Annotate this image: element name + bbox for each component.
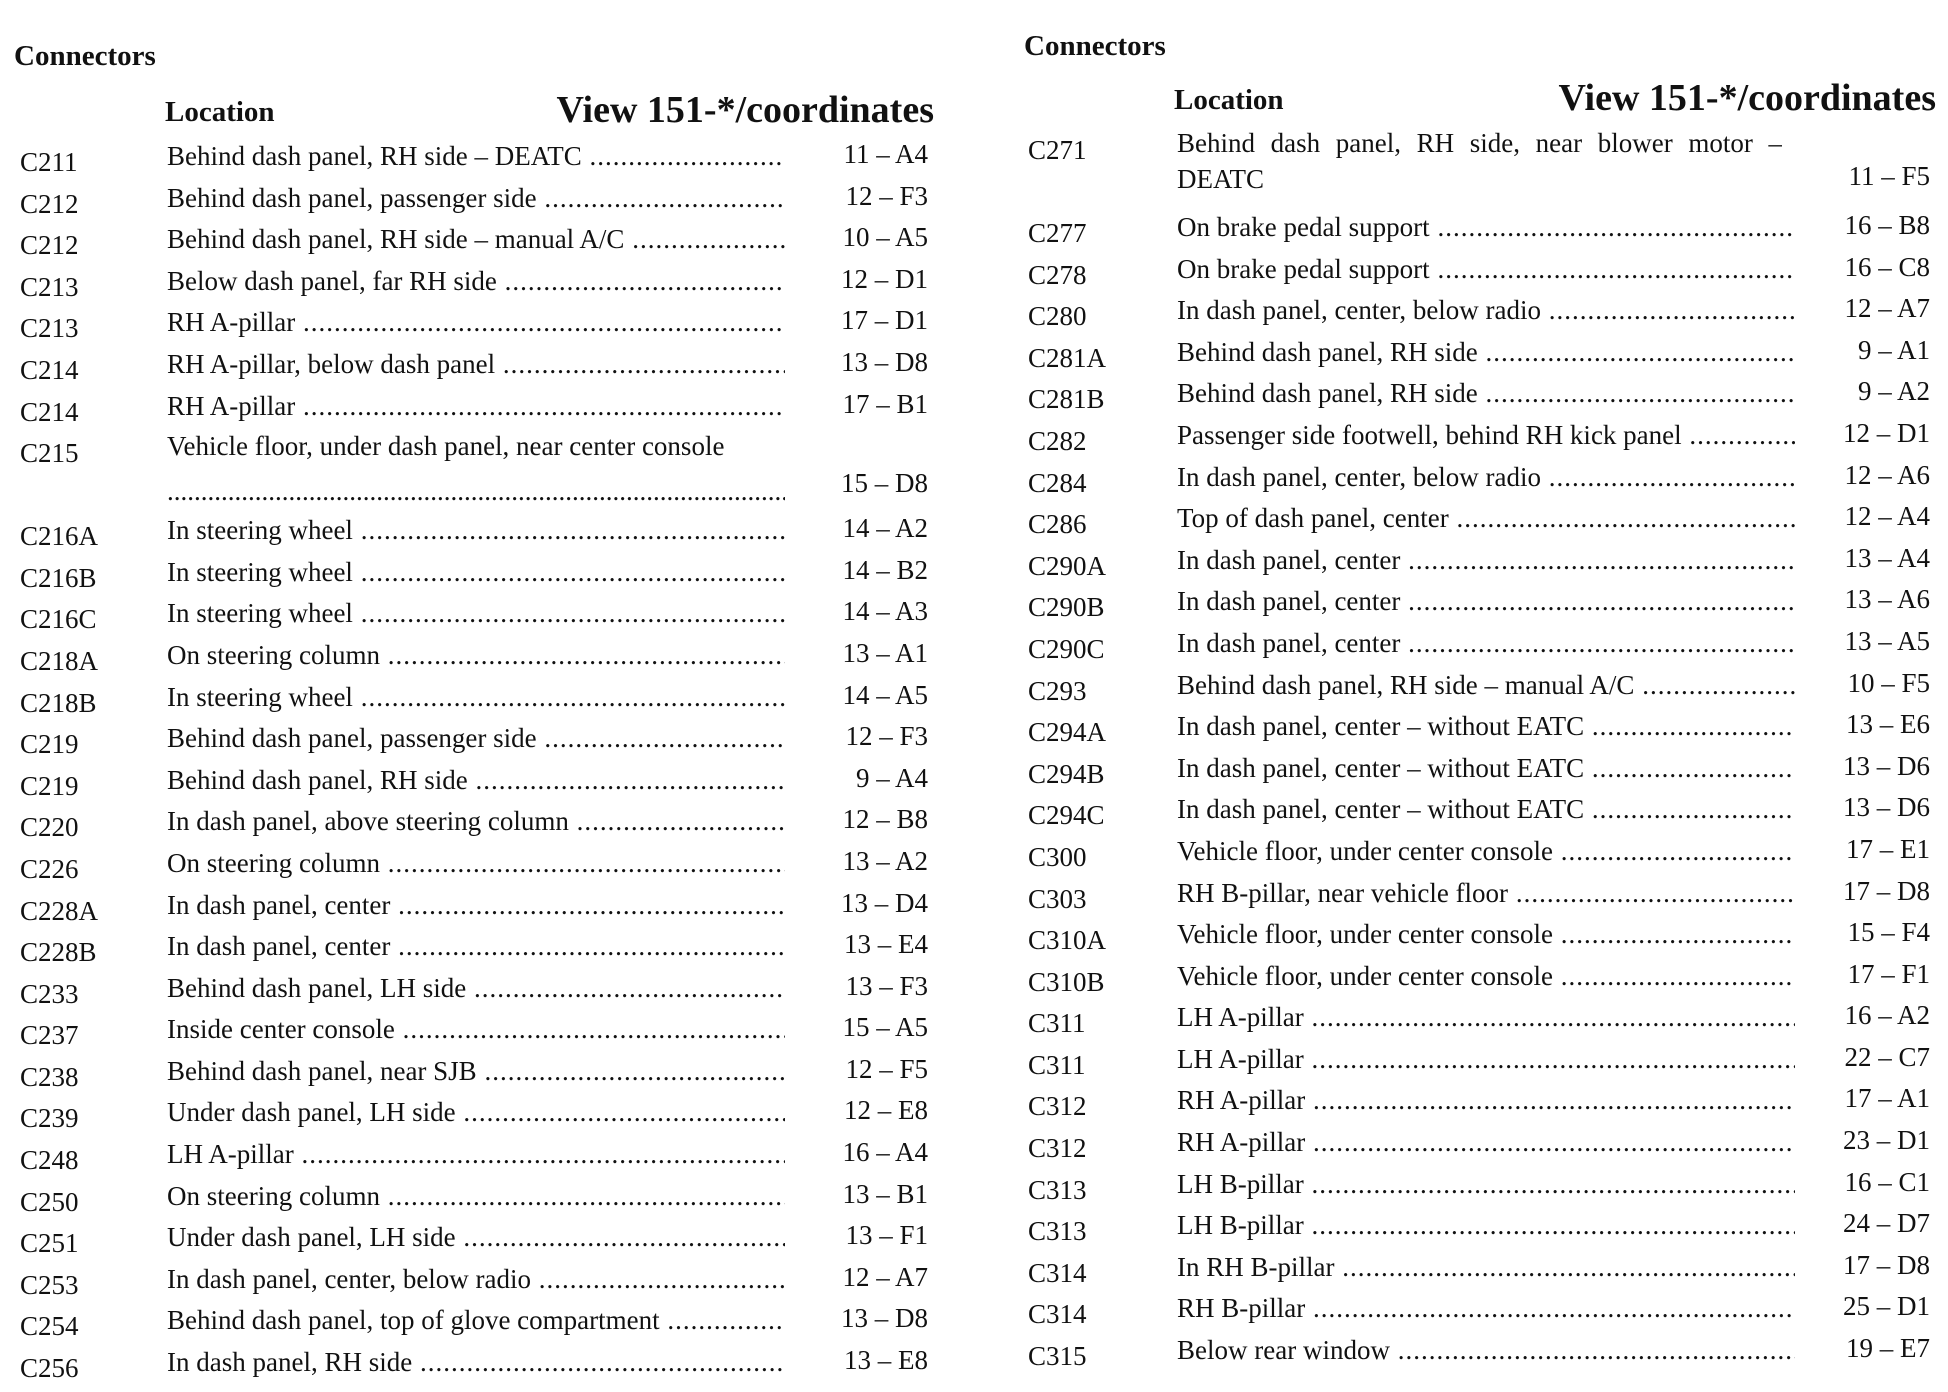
view-coordinate: 11 – F5 <box>1848 161 1930 191</box>
view-coordinate: 9 – A4 <box>855 762 928 793</box>
connector-row <box>14 594 934 636</box>
connector-id: C251 <box>20 1228 79 1259</box>
connector-id: C220 <box>20 812 79 843</box>
view-coordinate: 13 – D6 <box>1843 792 1930 823</box>
connector-id: C300 <box>1028 841 1087 872</box>
connector-location: On steering column ..... <box>167 844 785 882</box>
connector-id: C313 <box>1028 1216 1087 1247</box>
connector-location: In dash panel, center ..... <box>1177 582 1795 620</box>
connector-id: C226 <box>20 853 79 884</box>
connector-row <box>14 345 934 387</box>
view-coordinate: 9 – A1 <box>1857 334 1930 365</box>
connector-id: C311 <box>1028 1008 1086 1039</box>
connector-row <box>1022 125 1936 208</box>
connector-row <box>1022 1206 1936 1248</box>
view-coordinates-column-header: View 151-*/coordinates <box>1558 77 1936 119</box>
view-coordinate: 22 – C7 <box>1844 1041 1930 1072</box>
view-coordinate: 14 – A5 <box>842 679 928 710</box>
connector-row <box>14 1260 934 1302</box>
view-coordinate: 17 – D8 <box>1843 1249 1930 1280</box>
connector-location: In steering wheel ..... <box>167 594 785 632</box>
connector-location: On steering column ..... <box>167 1177 785 1215</box>
connector-id: C218B <box>20 687 97 718</box>
view-coordinate: 25 – D1 <box>1843 1291 1930 1322</box>
connector-row <box>14 387 934 429</box>
connector-row <box>1022 250 1936 292</box>
connector-row <box>1022 208 1936 250</box>
connector-location: Vehicle floor, under dash panel, near center console <box>167 431 725 462</box>
view-coordinate: 15 – D8 <box>841 468 928 499</box>
connector-row <box>14 886 934 928</box>
connector-row <box>14 1343 934 1385</box>
connector-location: Below rear window ..... <box>1177 1331 1795 1369</box>
connector-id: C286 <box>1028 509 1087 540</box>
connector-row <box>1022 1123 1936 1165</box>
connector-location: RH A-pillar ..... <box>167 303 785 341</box>
view-coordinate: 24 – D7 <box>1843 1208 1930 1239</box>
connector-location: In steering wheel ..... <box>167 553 785 591</box>
connector-row <box>14 1052 934 1094</box>
connector-location: Vehicle floor, under center console ..... <box>1177 915 1795 953</box>
connector-row <box>1022 915 1936 957</box>
view-coordinate: 13 – D8 <box>841 1303 928 1334</box>
view-coordinate: 16 – A4 <box>842 1137 928 1168</box>
connector-row <box>1022 1040 1936 1082</box>
connector-location: Behind dash panel, LH side ..... <box>167 969 785 1007</box>
connector-location: RH B-pillar ..... <box>1177 1289 1795 1327</box>
connector-row <box>1022 541 1936 583</box>
view-coordinate: 17 – D1 <box>841 305 928 336</box>
connector-id: C303 <box>1028 883 1087 914</box>
view-coordinate: 13 – D4 <box>841 887 928 918</box>
view-coordinate: 12 – A6 <box>1844 459 1930 490</box>
connector-id: C311 <box>1028 1049 1086 1080</box>
location-column-header: Location <box>1174 84 1284 116</box>
connector-location: RH A-pillar ..... <box>167 387 785 425</box>
connector-id: C213 <box>20 271 79 302</box>
connector-row <box>14 1093 934 1135</box>
connector-location: In steering wheel ..... <box>167 678 785 716</box>
view-coordinate: 12 – D1 <box>1843 417 1930 448</box>
connector-id: C219 <box>20 729 79 760</box>
connector-id: C281B <box>1028 384 1105 415</box>
connector-row <box>14 303 934 345</box>
connector-row <box>1022 666 1936 708</box>
connector-row <box>14 844 934 886</box>
view-coordinate: 17 – B1 <box>842 388 928 419</box>
connector-row <box>1022 1165 1936 1207</box>
view-coordinate: 12 – F3 <box>845 721 928 752</box>
connector-location: Behind dash panel, RH side ..... <box>167 761 785 799</box>
connector-location: LH A-pillar ..... <box>1177 1040 1795 1078</box>
connector-id: C239 <box>20 1103 79 1134</box>
connector-row <box>1022 832 1936 874</box>
connector-row <box>14 137 934 179</box>
leader-dots <box>167 472 785 510</box>
connector-location: LH A-pillar ..... <box>1177 998 1795 1036</box>
view-coordinate: 12 – F5 <box>845 1053 928 1084</box>
connector-location: On brake pedal support ..... <box>1177 250 1795 288</box>
connector-location: In dash panel, RH side ..... <box>167 1343 785 1381</box>
view-coordinate: 13 – B1 <box>842 1178 928 1209</box>
connector-location: In dash panel, center, below radio ..... <box>167 1260 785 1298</box>
connector-location: LH A-pillar ..... <box>167 1135 785 1173</box>
view-coordinate: 14 – A3 <box>842 596 928 627</box>
view-coordinate: 13 – E6 <box>1846 709 1930 740</box>
connector-id: C314 <box>1028 1257 1087 1288</box>
connector-id: C233 <box>20 978 79 1009</box>
connector-id: C290A <box>1028 550 1107 581</box>
view-coordinate: 13 – A1 <box>842 637 928 668</box>
connector-location: In dash panel, center ..... <box>1177 624 1795 662</box>
view-coordinate: 12 – F3 <box>845 180 928 211</box>
connector-id: C211 <box>20 147 78 177</box>
connector-id: C212 <box>20 230 79 261</box>
connector-id: C215 <box>20 438 79 469</box>
view-coordinate: 13 – A5 <box>1844 625 1930 656</box>
connector-row <box>14 1218 934 1260</box>
connector-location: Behind dash panel, RH side, near blower motor – DEATC <box>1177 128 1782 194</box>
connector-id: C278 <box>1028 259 1087 290</box>
connector-id: C312 <box>1028 1091 1087 1122</box>
connector-row <box>1022 416 1936 458</box>
connector-location: Top of dash panel, center ..... <box>1177 499 1795 537</box>
view-coordinate: 13 – E4 <box>844 929 928 960</box>
connector-id: C313 <box>1028 1174 1087 1205</box>
connector-location: In dash panel, center ..... <box>167 927 785 965</box>
connector-id: C253 <box>20 1269 79 1300</box>
connector-id: C281A <box>1028 342 1107 373</box>
connector-location: Behind dash panel, passenger side ..... <box>167 719 785 757</box>
connector-id: C280 <box>1028 301 1087 332</box>
connector-id: C294C <box>1028 800 1105 831</box>
view-coordinate: 19 – E7 <box>1846 1333 1930 1364</box>
connector-id: C237 <box>20 1020 79 1051</box>
connector-location: Vehicle floor, under center console ..... <box>1177 957 1795 995</box>
connector-row <box>14 678 934 720</box>
connector-row <box>1022 957 1936 999</box>
connector-location: In dash panel, center – without EATC ..... <box>1177 707 1795 745</box>
connector-id: C214 <box>20 396 79 427</box>
view-coordinate: 12 – D1 <box>841 263 928 294</box>
view-coordinate: 12 – A4 <box>1844 501 1930 532</box>
location-column-header: Location <box>165 96 275 128</box>
connector-id: C310A <box>1028 925 1107 956</box>
connector-row <box>14 262 934 304</box>
connector-id: C228B <box>20 937 97 968</box>
view-coordinate: 10 – A5 <box>842 222 928 253</box>
view-coordinate: 17 – A1 <box>1844 1083 1930 1114</box>
connector-location: Behind dash panel, passenger side ..... <box>167 179 785 217</box>
connector-location: In dash panel, center, below radio ..... <box>1177 458 1795 496</box>
connector-location: Behind dash panel, RH side ..... <box>1177 333 1795 371</box>
connector-id: C293 <box>1028 675 1087 706</box>
connector-location: RH A-pillar ..... <box>1177 1123 1795 1161</box>
connector-location: RH B-pillar, near vehicle floor ..... <box>1177 874 1795 912</box>
view-coordinate: 15 – A5 <box>842 1012 928 1043</box>
connector-id: C290C <box>1028 633 1105 664</box>
view-coordinate: 11 – A4 <box>843 139 928 169</box>
connector-row <box>14 428 934 511</box>
view-coordinate: 13 – A4 <box>1844 542 1930 573</box>
connector-row <box>14 636 934 678</box>
connector-location: Passenger side footwell, behind RH kick panel ..... <box>1177 416 1795 454</box>
connector-row <box>1022 333 1936 375</box>
connector-id: C312 <box>1028 1133 1087 1164</box>
view-coordinate: 12 – A7 <box>1844 293 1930 324</box>
connector-id: C294A <box>1028 717 1107 748</box>
connector-location: Vehicle floor, under center console ..... <box>1177 832 1795 870</box>
connector-location: In dash panel, center ..... <box>1177 541 1795 579</box>
connector-id: C314 <box>1028 1299 1087 1330</box>
connector-location: In dash panel, center – without EATC ..... <box>1177 790 1795 828</box>
connector-id: C254 <box>20 1311 79 1342</box>
connector-row <box>14 802 934 844</box>
connector-id: C212 <box>20 188 79 219</box>
view-coordinate: 14 – A2 <box>842 513 928 544</box>
view-coordinate: 13 – F3 <box>845 970 928 1001</box>
connector-list <box>1022 125 1936 1373</box>
connector-row <box>1022 1081 1936 1123</box>
connector-row <box>14 1301 934 1343</box>
connector-row <box>14 969 934 1011</box>
connector-location: LH B-pillar ..... <box>1177 1165 1795 1203</box>
connector-location: On brake pedal support ..... <box>1177 208 1795 246</box>
connector-location: RH A-pillar ..... <box>1177 1081 1795 1119</box>
connector-list <box>14 137 934 1385</box>
view-coordinate: 23 – D1 <box>1843 1125 1930 1156</box>
connector-row <box>1022 499 1936 541</box>
connector-row <box>14 761 934 803</box>
connector-row <box>14 1135 934 1177</box>
connector-id: C218A <box>20 645 99 676</box>
connector-location: Behind dash panel, RH side – DEATC ..... <box>167 137 785 175</box>
connector-row <box>1022 374 1936 416</box>
connector-row <box>1022 874 1936 916</box>
view-coordinate: 16 – B8 <box>1844 210 1930 240</box>
section-heading: Connectors <box>1024 30 1166 62</box>
connector-location: On steering column ..... <box>167 636 785 674</box>
connector-location: In steering wheel ..... <box>167 511 785 549</box>
connector-id: C277 <box>1028 218 1087 248</box>
connector-id: C250 <box>20 1186 79 1217</box>
connector-location: RH A-pillar, below dash panel ..... <box>167 345 785 383</box>
connector-row <box>1022 707 1936 749</box>
view-coordinate: 13 – A2 <box>842 845 928 876</box>
connector-row <box>14 553 934 595</box>
connector-id: C282 <box>1028 425 1087 456</box>
connector-location: LH B-pillar ..... <box>1177 1206 1795 1244</box>
connector-location: Behind dash panel, RH side ..... <box>1177 374 1795 412</box>
view-coordinate: 13 – D6 <box>1843 750 1930 781</box>
view-coordinate: 9 – A2 <box>1857 376 1930 407</box>
connector-location: Below dash panel, far RH side ..... <box>167 262 785 300</box>
connector-row <box>1022 790 1936 832</box>
connector-id: C284 <box>1028 467 1087 498</box>
connector-row <box>14 511 934 553</box>
connector-location: Under dash panel, LH side ..... <box>167 1093 785 1131</box>
connector-row <box>14 220 934 262</box>
connector-row <box>14 1010 934 1052</box>
view-coordinate: 12 – E8 <box>844 1095 928 1126</box>
connector-id: C219 <box>20 770 79 801</box>
connector-row <box>14 179 934 221</box>
view-coordinate: 16 – C8 <box>1844 251 1930 282</box>
view-coordinate: 16 – C1 <box>1844 1166 1930 1197</box>
connector-id: C228A <box>20 895 99 926</box>
connector-location: Behind dash panel, RH side – manual A/C ..... <box>167 220 785 258</box>
view-coordinate: 16 – A2 <box>1844 1000 1930 1031</box>
view-coordinate: 13 – A6 <box>1844 584 1930 615</box>
connector-row <box>1022 582 1936 624</box>
view-coordinate: 13 – E8 <box>844 1345 928 1376</box>
connector-location: Inside center console ..... <box>167 1010 785 1048</box>
connector-location: In dash panel, center, below radio ..... <box>1177 291 1795 329</box>
connector-location: Behind dash panel, near SJB ..... <box>167 1052 785 1090</box>
connector-id: C216A <box>20 521 99 552</box>
connector-id: C271 <box>1028 135 1087 165</box>
connector-location: In dash panel, center ..... <box>167 886 785 924</box>
connector-row <box>1022 458 1936 500</box>
connector-row <box>1022 998 1936 1040</box>
view-coordinate: 14 – B2 <box>842 554 928 585</box>
connector-id: C216C <box>20 604 97 635</box>
connector-location: Behind dash panel, RH side – manual A/C ..... <box>1177 666 1795 704</box>
connector-row <box>14 1177 934 1219</box>
view-coordinate: 12 – A7 <box>842 1261 928 1292</box>
connector-location: In dash panel, above steering column ..... <box>167 802 785 840</box>
connector-location: In RH B-pillar ..... <box>1177 1248 1795 1286</box>
connector-id: C213 <box>20 313 79 344</box>
view-coordinates-column-header: View 151-*/coordinates <box>556 89 934 131</box>
connector-row <box>14 719 934 761</box>
view-coordinate: 13 – F1 <box>845 1220 928 1251</box>
connector-location: Behind dash panel, top of glove compartment ..... <box>167 1301 785 1339</box>
connector-id: C290B <box>1028 592 1105 623</box>
connector-row <box>1022 1248 1936 1290</box>
connector-id: C238 <box>20 1061 79 1092</box>
view-coordinate: 15 – F4 <box>1847 917 1930 948</box>
connector-id: C294B <box>1028 758 1105 789</box>
connector-location: Under dash panel, LH side ..... <box>167 1218 785 1256</box>
connector-id: C310B <box>1028 966 1105 997</box>
connector-id: C315 <box>1028 1341 1087 1372</box>
connector-row <box>1022 1331 1936 1373</box>
connector-row <box>14 927 934 969</box>
connector-location: In dash panel, center – without EATC ..... <box>1177 749 1795 787</box>
connector-row <box>1022 1289 1936 1331</box>
view-coordinate: 12 – B8 <box>842 804 928 835</box>
connector-id: C214 <box>20 354 79 385</box>
view-coordinate: 17 – F1 <box>1847 958 1930 989</box>
section-heading: Connectors <box>14 40 156 72</box>
view-coordinate: 13 – D8 <box>841 346 928 377</box>
view-coordinate: 17 – D8 <box>1843 875 1930 906</box>
view-coordinate: 17 – E1 <box>1846 833 1930 864</box>
view-coordinate: 10 – F5 <box>1847 667 1930 698</box>
connector-id: C248 <box>20 1145 79 1176</box>
connector-row <box>1022 624 1936 666</box>
connector-row <box>1022 749 1936 791</box>
connector-id: C256 <box>20 1353 79 1384</box>
connector-row <box>1022 291 1936 333</box>
connector-id: C216B <box>20 562 97 593</box>
